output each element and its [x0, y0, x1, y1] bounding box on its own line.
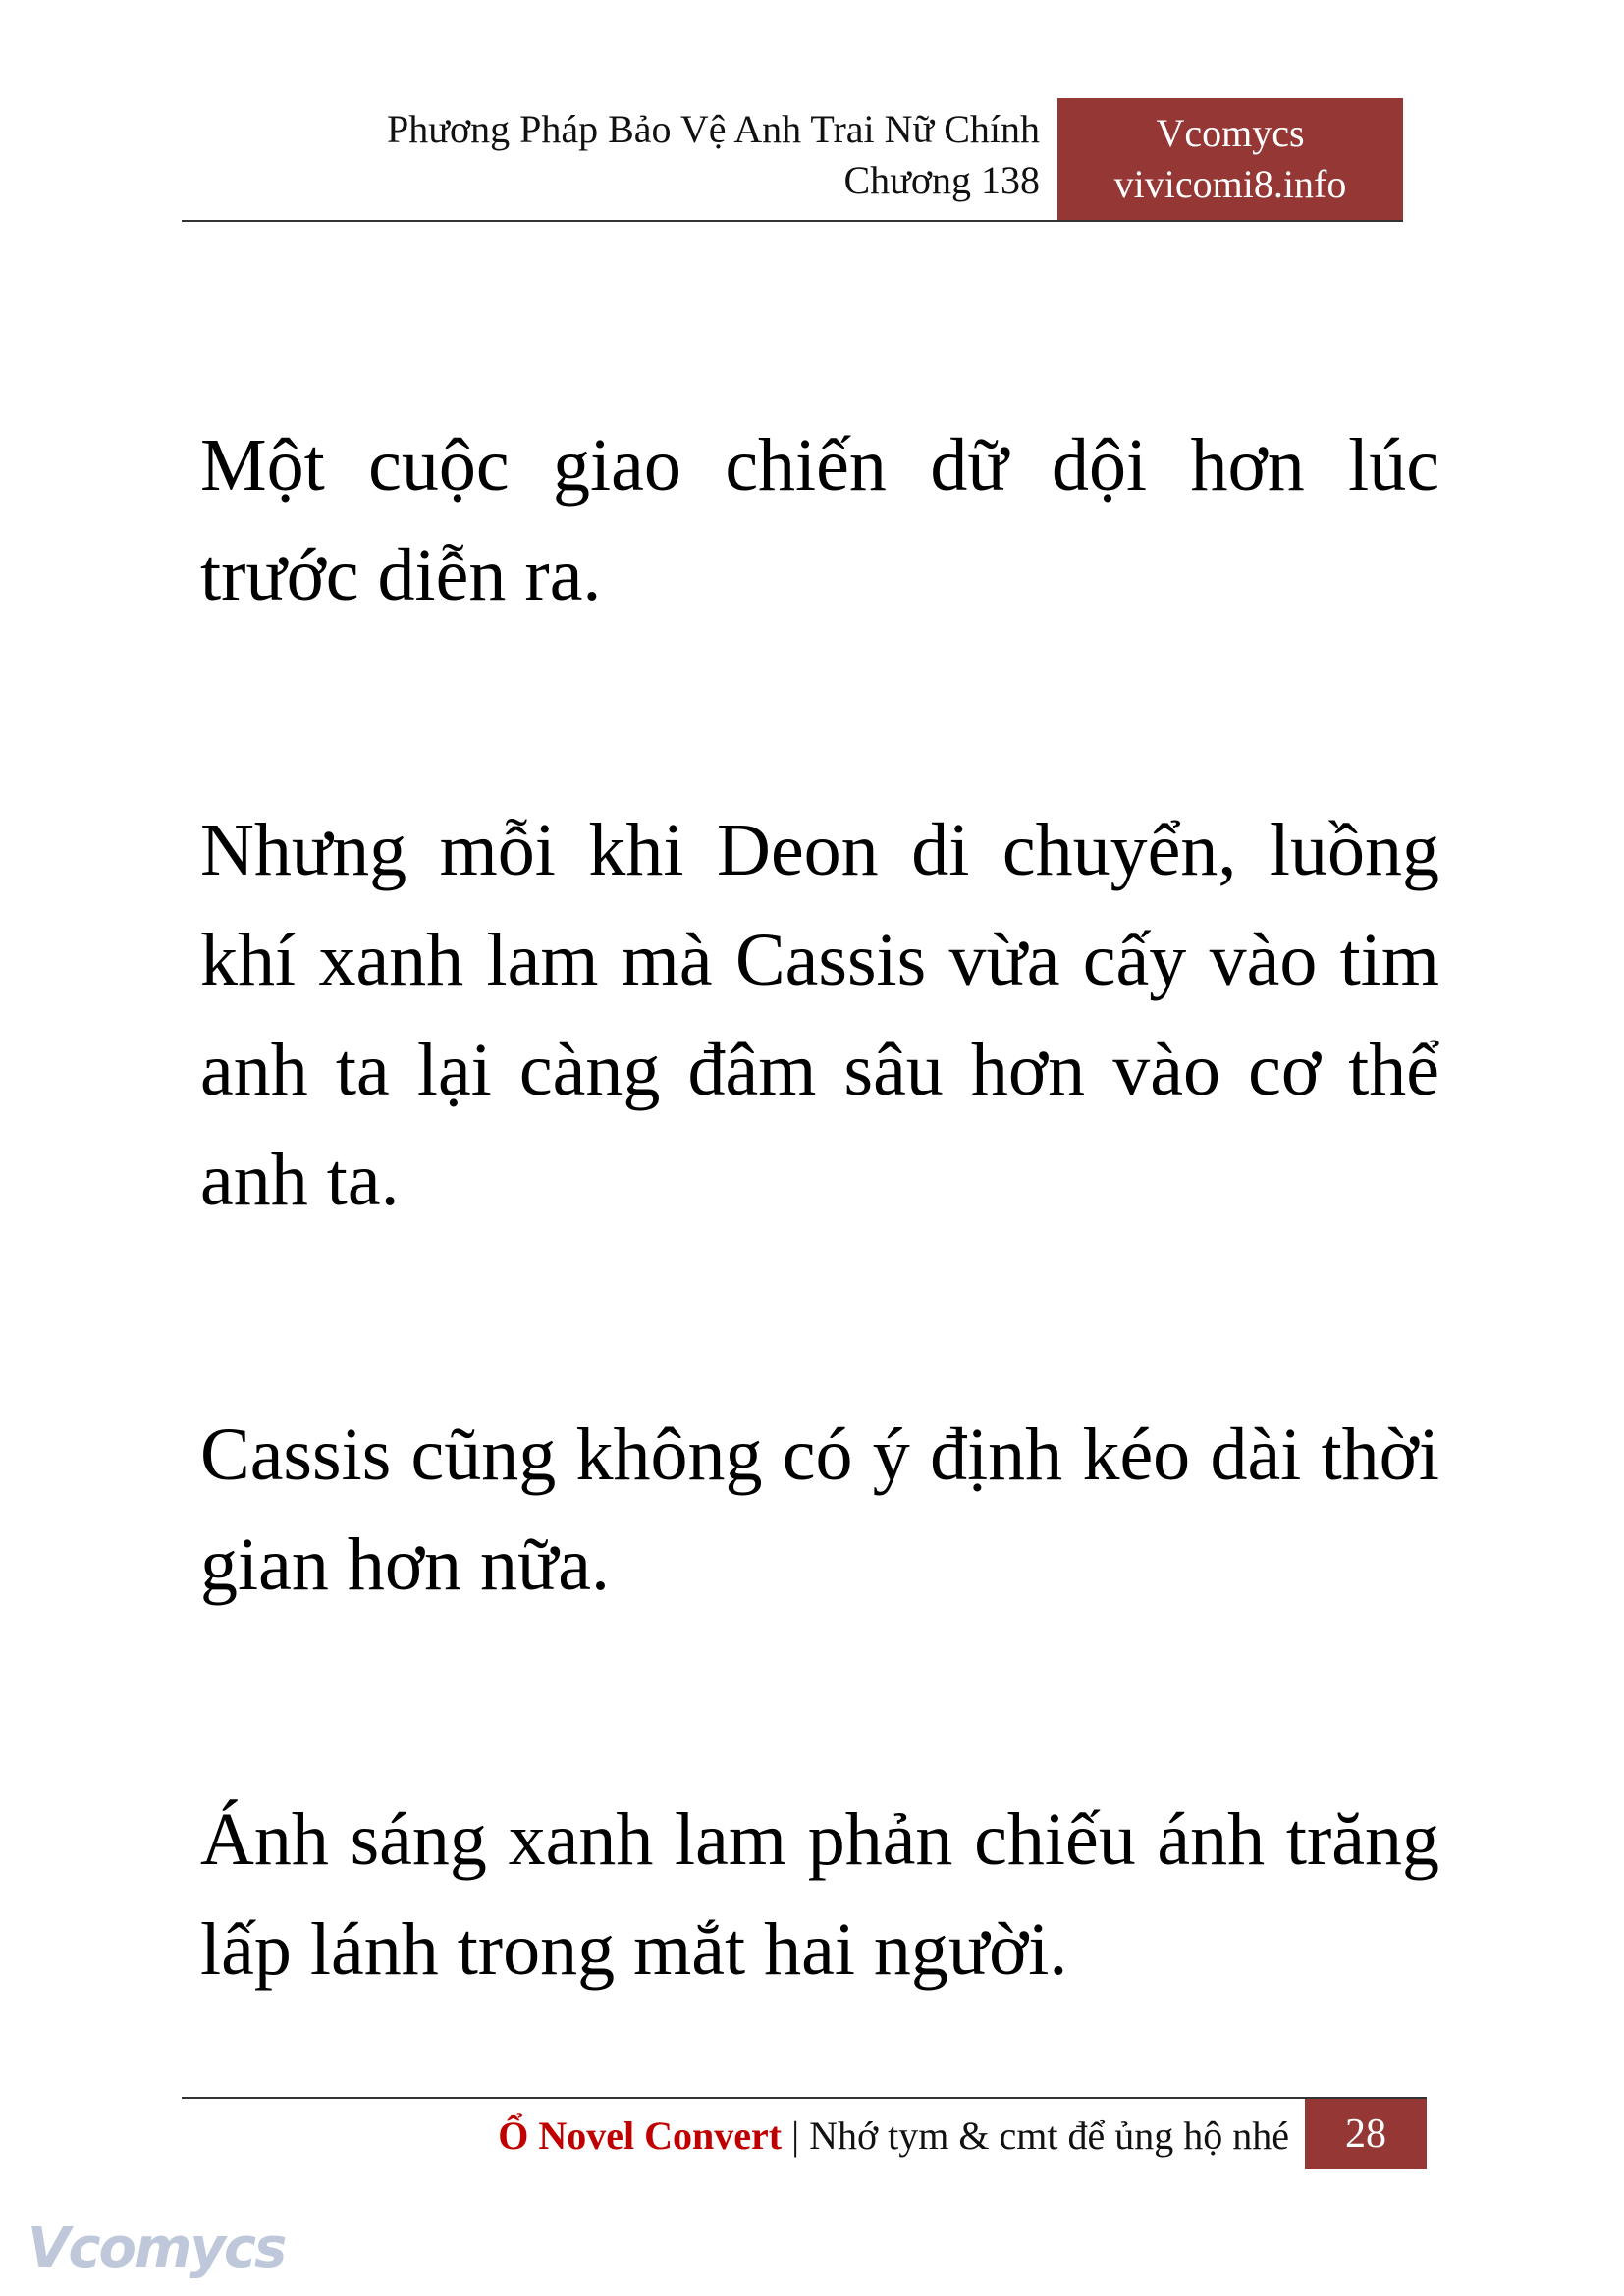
- page-footer: [182, 2097, 1427, 2171]
- header-titles: [387, 104, 1040, 206]
- paragraph: Một cuộc giao chiến dữ dội hơn lúc trước diễn ra.: [200, 424, 1439, 616]
- book-title: Phương Pháp Bảo Vệ Anh Trai Nữ Chính: [387, 107, 1040, 151]
- site-name: Vcomycs: [1156, 111, 1305, 155]
- footer-note: Nhớ tym & cmt để ủng hộ nhé: [809, 2113, 1289, 2158]
- footer-text: [498, 2109, 1289, 2163]
- site-url: vivicomi8.info: [1113, 162, 1347, 206]
- header-divider: [182, 220, 1403, 222]
- paragraph: Cassis cũng không có ý định kéo dài thời gian hơn nữa.: [200, 1414, 1439, 1606]
- page-header: [182, 98, 1403, 222]
- page-content: [200, 410, 1439, 2004]
- watermark-logo: Vcomycs: [27, 2216, 286, 2280]
- chapter-label: Chương 138: [843, 158, 1040, 202]
- paragraph: Nhưng mỗi khi Deon di chuyển, luồng khí xanh lam mà Cassis vừa cấy vào tim anh ta lại càng đâm sâu hơn vào cơ thể anh ta.: [200, 809, 1439, 1221]
- site-badge: [1057, 98, 1403, 222]
- page-number: 28: [1305, 2099, 1427, 2169]
- paragraph: Ánh sáng xanh lam phản chiếu ánh trăng lấp lánh trong mắt hai người.: [200, 1798, 1439, 1991]
- footer-divider: [182, 2097, 1427, 2099]
- footer-separator: |: [782, 2113, 810, 2158]
- footer-brand: Ổ Novel Convert: [498, 2113, 783, 2158]
